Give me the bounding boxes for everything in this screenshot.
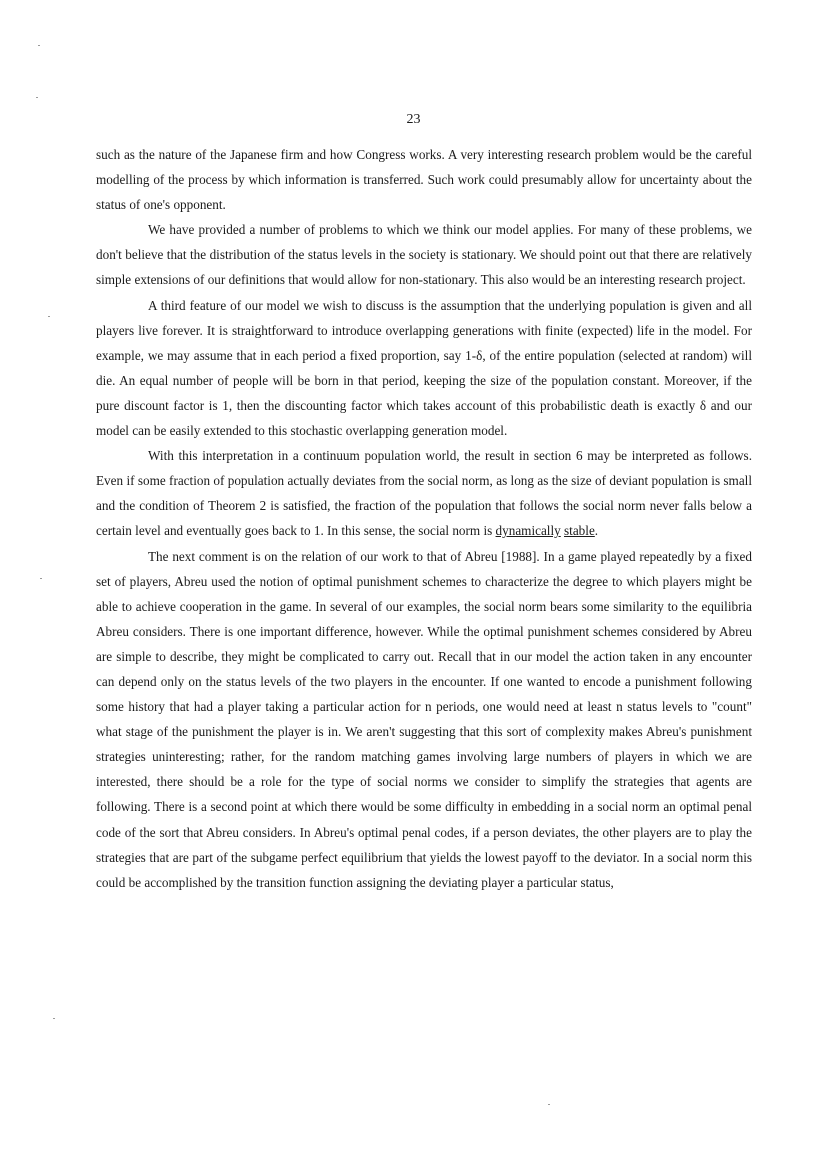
scan-mark — [36, 97, 38, 98]
paragraph — [96, 217, 752, 292]
paragraph — [96, 544, 752, 895]
text-segment: The next comment is on the relation of our work to that of Abreu [1988]. In a game played repeatedly by a fixed set of players, Abreu used the notion of optimal punishment schemes to characterize the degree to which players might be able to achieve cooperation in the game. In several of our examples, the social norm bears some similarity to the equilibria Abreu considers. There is one important difference, however. While the optimal punishment schemes considered by Abreu are simple to describe, they might be complicated to carry out. Recall that in our model the action taken in any encounter can depend only on the status levels of the two players in the encounter. If one wanted to encode a punishment following some history that had a player taking a particular action for n periods, one would need at least n status levels to "count" what stage of the punishment the player is in. We aren't suggesting that this sort of complexity makes Abreu's punishment strategies uninteresting; rather, for the random matching games involving large numbers of players in which we are interested, there should be a role for the type of social norms we consider to simplify the strategies that agents are following. There is a second point at which there would be some difficulty in embedding in a social norm an optimal penal code of the sort that Abreu considers. In Abreu's optimal penal codes, if a person deviates, the other players are to play the strategies that are part of the subgame perfect equilibrium that yields the lowest payoff to the deviator. In a social norm this could be accomplished by the transition function assigning the deviating player a particular status, — [96, 548, 752, 890]
text-segment: We have provided a number of problems to which we think our model applies. For many of these problems, we don't believe that the distribution of the status levels in the society is stationary. We should point out that there are relatively simple extensions of our definitions that would allow for non-stationary. This also would be an interesting research project. — [96, 222, 752, 288]
page-number: 23 — [406, 112, 421, 127]
scan-mark — [548, 1104, 550, 1105]
paragraph — [96, 293, 752, 444]
underlined-term: dynamically — [495, 523, 561, 539]
scan-mark — [38, 45, 40, 46]
text-segment: A third feature of our model we wish to discuss is the assumption that the underlying population is given and all players live forever. It is straightforward to introduce overlapping generations with finite (expected) life in the model. For example, we may assume that in each period a fixed proportion, say 1-δ, of the entire population (selected at random) will die. An equal number of people will be born in that period, keeping the size of the population constant. Moreover, if the pure discount factor is 1, then the discounting factor which takes account of this probabilistic death is exactly δ and our model can be easily extended to this stochastic overlapping generation model. — [96, 297, 752, 439]
scan-mark — [48, 316, 50, 317]
paragraph — [96, 443, 752, 543]
text-segment: With this interpretation in a continuum population world, the result in section 6 may be interpreted as follows. Even if some fraction of population actually deviates from the social norm, as long as the size of deviant population is small and the condition of Theorem 2 is satisfied, the fraction of the population that follows the social norm never falls below a certain level and eventually goes back to 1. In this sense, the social norm is — [96, 448, 752, 539]
scan-mark — [53, 1018, 55, 1019]
body-text — [96, 142, 752, 895]
paragraph — [96, 142, 752, 217]
text-segment: such as the nature of the Japanese firm and how Congress works. A very interesting research problem would be the careful modelling of the process by which information is transferred. Such work could presumably allow for uncertainty about the status of one's opponent. — [96, 147, 752, 213]
text-segment: . — [594, 523, 599, 539]
scan-mark — [40, 578, 42, 579]
underlined-term: stable — [564, 523, 595, 539]
